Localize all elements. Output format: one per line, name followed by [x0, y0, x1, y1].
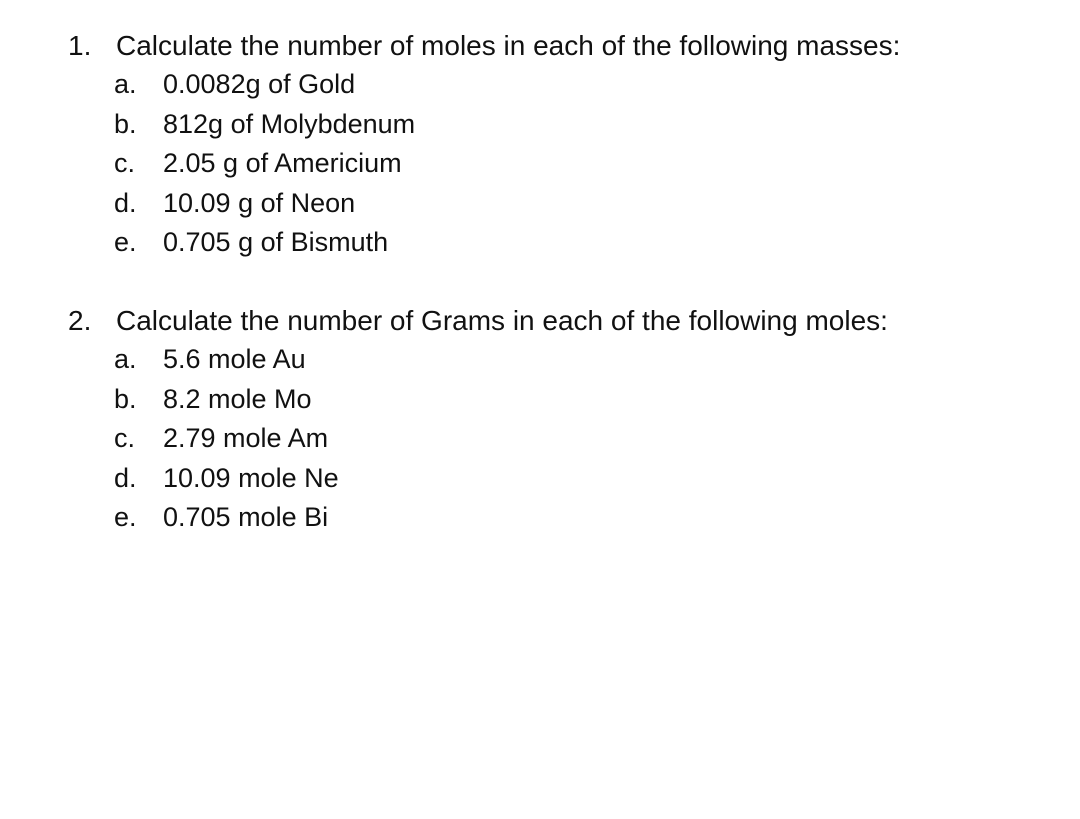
- question-2-number: 2.: [68, 305, 92, 336]
- question-1-item-d: [0, 184, 1080, 224]
- question-2-item-b: [0, 380, 1080, 420]
- item-letter: d.: [114, 462, 137, 493]
- question-1-item-e: [0, 223, 1080, 263]
- question-1-number: 1.: [68, 30, 92, 61]
- item-text: 0.705 g of Bismuth: [163, 227, 389, 257]
- item-letter: d.: [114, 187, 137, 218]
- item-text: 8.2 mole Mo: [163, 383, 312, 414]
- question-1-items: [0, 65, 1080, 263]
- question-2-items: [0, 340, 1080, 538]
- item-letter: e.: [114, 502, 137, 532]
- question-2-item-a: [0, 340, 1080, 380]
- item-text: 812g of Molybdenum: [163, 108, 416, 139]
- question-2-heading: [0, 302, 1080, 340]
- question-1-item-b: [0, 105, 1080, 145]
- item-text: 0.0082g of Gold: [163, 69, 356, 99]
- question-2-item-d: [0, 459, 1080, 499]
- item-letter: a.: [114, 344, 137, 374]
- question-2: [0, 302, 1080, 538]
- question-1: [0, 27, 1080, 263]
- question-1-text: Calculate the number of moles in each of the following masses:: [116, 30, 901, 61]
- item-text: 10.09 g of Neon: [163, 187, 356, 218]
- item-letter: c.: [114, 148, 136, 178]
- question-1-item-a: [0, 65, 1080, 105]
- item-text: 2.05 g of Americium: [163, 148, 402, 178]
- question-2-text: Calculate the number of Grams in each of the following moles:: [116, 305, 888, 336]
- question-2-item-c: [0, 419, 1080, 459]
- item-letter: b.: [114, 383, 137, 414]
- item-text: 10.09 mole Ne: [163, 462, 339, 493]
- item-letter: e.: [114, 227, 137, 257]
- question-1-item-c: [0, 144, 1080, 184]
- item-letter: a.: [114, 69, 137, 99]
- item-letter: b.: [114, 108, 137, 139]
- question-2-item-e: [0, 498, 1080, 538]
- item-text: 0.705 mole Bi: [163, 502, 329, 532]
- item-text: 2.79 mole Am: [163, 423, 329, 453]
- question-1-heading: [0, 27, 1080, 65]
- item-text: 5.6 mole Au: [163, 344, 306, 374]
- item-letter: c.: [114, 423, 136, 453]
